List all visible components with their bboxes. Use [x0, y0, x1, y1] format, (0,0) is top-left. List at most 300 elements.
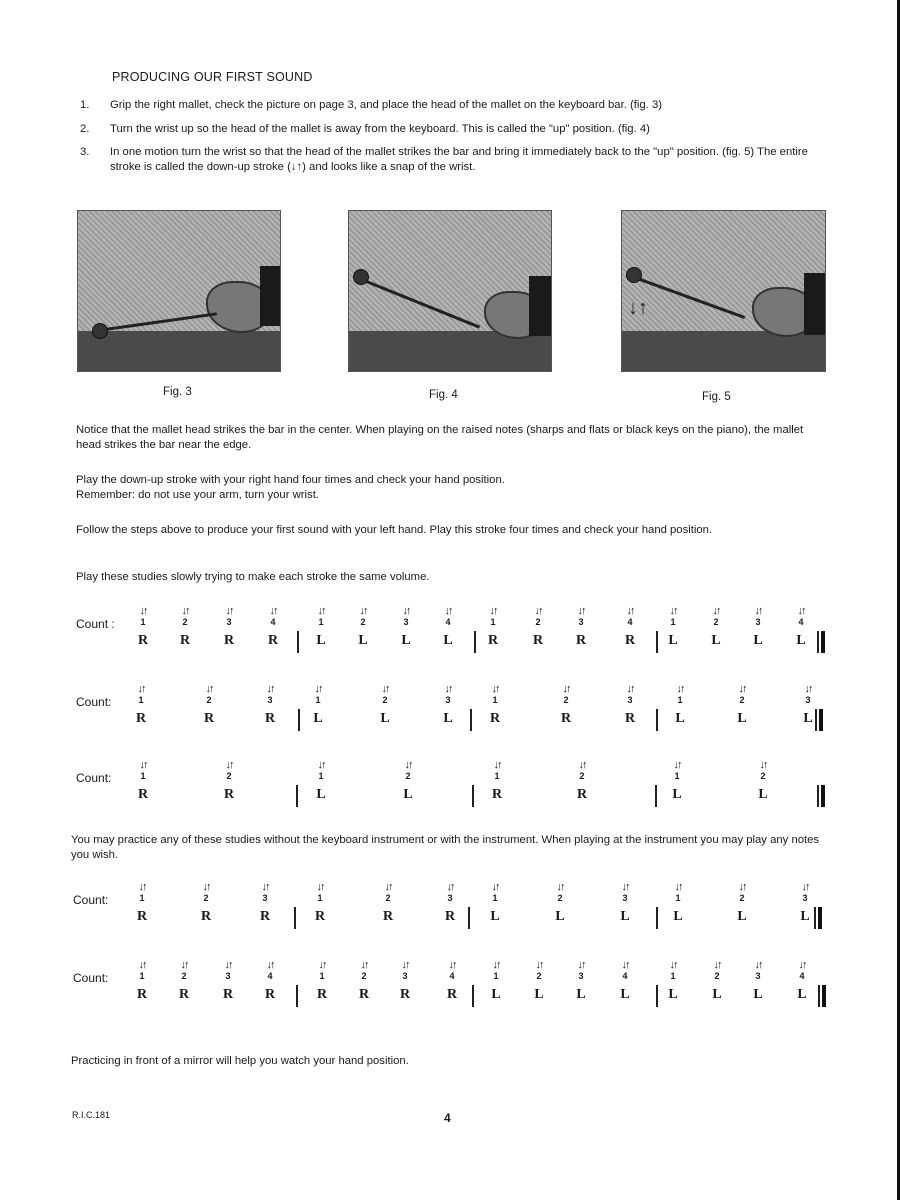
hand-letter: L — [737, 909, 747, 924]
down-up-stroke-icon: ↓↑ — [448, 959, 456, 971]
figure-4-caption: Fig. 4 — [429, 389, 458, 401]
down-up-stroke-icon: ↓↑ — [534, 605, 542, 617]
step-2 — [80, 122, 840, 137]
down-up-stroke-icon: ↓↑ — [224, 959, 232, 971]
stroke-beat — [661, 605, 685, 650]
bar-line — [472, 785, 474, 807]
down-up-stroke-icon: ↓↑ — [738, 683, 746, 695]
beat-count: 1 — [677, 695, 683, 705]
beat-count: 4 — [445, 617, 451, 627]
beat-count: 2 — [405, 771, 411, 781]
beat-count: 1 — [140, 617, 146, 627]
hand-letter: R — [137, 787, 149, 802]
bar-line — [298, 709, 300, 731]
down-up-stroke-icon: ↓↑ — [491, 881, 499, 893]
down-up-stroke-icon: ↓↑ — [759, 759, 767, 771]
stroke-beat — [197, 683, 221, 728]
hand-letter: R — [624, 633, 636, 648]
down-up-stroke-icon: ↓↑ — [626, 605, 634, 617]
down-up-stroke-icon: ↓↑ — [626, 683, 634, 695]
beat-count: 1 — [315, 695, 321, 705]
hand-letter: L — [803, 711, 813, 726]
hand-letter: L — [534, 987, 544, 1002]
paragraph-practice — [71, 833, 823, 863]
hand-letter: L — [576, 987, 586, 1002]
beat-count: 3 — [755, 617, 761, 627]
bar-line — [297, 631, 299, 653]
stroke-beat — [668, 683, 692, 728]
beat-count: 2 — [713, 617, 719, 627]
down-up-stroke-icon: ↓↑ — [138, 959, 146, 971]
hand-letter: L — [443, 633, 453, 648]
bar-line — [468, 907, 470, 929]
down-up-stroke-icon: ↓↑ — [754, 959, 762, 971]
down-up-stroke-icon: ↓↑ — [180, 959, 188, 971]
beat-count: 4 — [799, 971, 805, 981]
down-up-stroke-icon: ↓↑ — [314, 683, 322, 695]
beat-count: 2 — [385, 893, 391, 903]
stroke-beat — [217, 759, 241, 804]
beat-count: 1 — [319, 971, 325, 981]
hand-letter: R — [267, 633, 279, 648]
hand-letter: R — [135, 711, 147, 726]
hand-letter: R — [178, 987, 190, 1002]
stroke-beat — [613, 959, 637, 1004]
down-up-stroke-icon: ↓↑ — [266, 683, 274, 695]
beat-count: 1 — [493, 971, 499, 981]
figure-3-photo — [77, 210, 281, 372]
figure-5-photo — [621, 210, 826, 372]
stroke-beat — [373, 683, 397, 728]
stroke-beat — [618, 605, 642, 650]
down-up-stroke-icon: ↓↑ — [621, 881, 629, 893]
page-number: 4 — [444, 1111, 451, 1125]
stroke-beat — [130, 959, 154, 1004]
down-up-stroke-icon: ↓↑ — [138, 881, 146, 893]
count-label: Count: — [73, 893, 109, 907]
paragraph-line: Remember: do not use your arm, turn your wrist. — [76, 489, 319, 501]
beat-count: 2 — [206, 695, 212, 705]
beat-count: 4 — [627, 617, 633, 627]
hand-letter: L — [668, 987, 678, 1002]
hand-letter: R — [487, 633, 499, 648]
hand-letter: R — [200, 909, 212, 924]
hand-letter: R — [382, 909, 394, 924]
beat-count: 2 — [535, 617, 541, 627]
hand-letter: L — [672, 787, 682, 802]
down-up-stroke-icon: ↓↑ — [621, 959, 629, 971]
beat-count: 4 — [270, 617, 276, 627]
footer-code: R.I.C.181 — [72, 1110, 111, 1120]
hand-letter: R — [222, 987, 234, 1002]
beat-count: 3 — [622, 893, 628, 903]
stroke-beat — [352, 959, 376, 1004]
stroke-beat — [751, 759, 775, 804]
down-up-stroke-icon: ↓↑ — [535, 959, 543, 971]
paragraph-text: Notice that the mallet head strikes the bar in the center. When playing on the raised notes (sharps and flats or black keys on the piano), the mallet head strikes the bar near the edge. — [76, 424, 804, 451]
paragraph-mirror — [71, 1054, 823, 1069]
hand-letter: R — [264, 711, 276, 726]
beat-count: 2 — [557, 893, 563, 903]
hand-letter: L — [490, 909, 500, 924]
down-up-stroke-icon: ↓↑ — [797, 605, 805, 617]
stroke-beat — [705, 959, 729, 1004]
stroke-beat — [393, 959, 417, 1004]
stroke-beat — [730, 881, 754, 926]
bar-line — [656, 709, 658, 731]
down-up-stroke-icon: ↓↑ — [404, 759, 412, 771]
stroke-beat — [485, 759, 509, 804]
down-up-stroke-icon: ↓↑ — [577, 959, 585, 971]
down-up-stroke-icon: ↓↑ — [139, 759, 147, 771]
down-up-stroke-icon: ↓↑ — [225, 759, 233, 771]
stroke-beat — [216, 959, 240, 1004]
stroke-beat — [483, 881, 507, 926]
bar-line — [470, 709, 472, 731]
stroke-beat — [746, 605, 770, 650]
figure-5-caption: Fig. 5 — [702, 391, 731, 403]
stroke-beat — [131, 759, 155, 804]
hand-letter: R — [444, 909, 456, 924]
bar-line — [656, 631, 658, 653]
paragraph-text: Play these studies slowly trying to make each stroke the same volume. — [76, 571, 430, 583]
stroke-beat — [569, 605, 593, 650]
beat-count: 2 — [739, 893, 745, 903]
down-up-stroke-icon: ↓↑ — [137, 683, 145, 695]
down-up-stroke-icon: ↓↑ — [738, 881, 746, 893]
hand-letter: R — [264, 987, 276, 1002]
figure-4-photo — [348, 210, 552, 372]
beat-count: 2 — [182, 617, 188, 627]
stroke-beat — [569, 959, 593, 1004]
stroke-beat — [484, 959, 508, 1004]
stroke-beat — [217, 605, 241, 650]
stroke-beat — [194, 881, 218, 926]
beat-count: 3 — [802, 893, 808, 903]
down-up-stroke-icon: ↓↑ — [269, 605, 277, 617]
beat-count: 1 — [670, 971, 676, 981]
down-up-stroke-icon: ↓↑ — [181, 605, 189, 617]
hand-letter: R — [575, 633, 587, 648]
hand-letter: R — [223, 787, 235, 802]
beat-count: 4 — [449, 971, 455, 981]
hand-letter: L — [675, 711, 685, 726]
beat-count: 4 — [798, 617, 804, 627]
hand-letter: L — [737, 711, 747, 726]
bar-line — [656, 907, 658, 929]
hand-letter: L — [403, 787, 413, 802]
hand-letter: L — [712, 987, 722, 1002]
beat-count: 3 — [578, 971, 584, 981]
down-up-stroke-icon: ↓↑ — [444, 605, 452, 617]
count-label: Count : — [76, 617, 115, 631]
step-1 — [80, 98, 840, 113]
beat-count: 3 — [805, 695, 811, 705]
hand-letter: L — [443, 711, 453, 726]
stroke-beat — [130, 881, 154, 926]
down-up-stroke-icon: ↓↑ — [712, 605, 720, 617]
stroke-beat — [310, 959, 334, 1004]
stroke-beat — [527, 959, 551, 1004]
step-number: 2. — [80, 123, 90, 135]
beat-count: 2 — [714, 971, 720, 981]
stroke-beat — [789, 605, 813, 650]
down-up-stroke-icon: ↓↑ — [381, 683, 389, 695]
stroke-beat — [309, 759, 333, 804]
beat-count: 1 — [494, 771, 500, 781]
down-up-stroke-icon: ↓↑ — [202, 881, 210, 893]
stroke-beat — [258, 683, 282, 728]
stroke-beat — [351, 605, 375, 650]
down-up-stroke-icon: ↓↑ — [578, 759, 586, 771]
stroke-beat — [661, 959, 685, 1004]
down-up-stroke-icon: ↓↑ — [669, 959, 677, 971]
down-up-stroke-icon: ↓↑ — [446, 881, 454, 893]
stroke-beat — [665, 759, 689, 804]
beat-count: 1 — [675, 893, 681, 903]
count-label: Count: — [76, 695, 112, 709]
beat-count: 1 — [139, 971, 145, 981]
paragraph-text: Follow the steps above to produce your first sound with your left hand. Play this stroke four times and check your hand position. — [76, 524, 713, 536]
stroke-beat — [554, 683, 578, 728]
beat-count: 3 — [402, 971, 408, 981]
hand-letter: L — [711, 633, 721, 648]
beat-count: 2 — [739, 695, 745, 705]
hand-letter: R — [399, 987, 411, 1002]
hand-letter: R — [314, 909, 326, 924]
down-up-stroke-icon: ↓↑ — [804, 683, 812, 695]
beat-count: 1 — [140, 771, 146, 781]
hand-letter: R — [576, 787, 588, 802]
hand-letter: R — [316, 987, 328, 1002]
beat-count: 3 — [627, 695, 633, 705]
down-up-stroke-icon: ↓↑ — [489, 605, 497, 617]
beat-count: 2 — [536, 971, 542, 981]
beat-count: 1 — [492, 695, 498, 705]
stroke-beat — [394, 605, 418, 650]
down-up-stroke-icon: ↓↑ — [261, 881, 269, 893]
beat-count: 3 — [225, 971, 231, 981]
beat-count: 3 — [755, 971, 761, 981]
down-up-stroke-icon: ↓↑ — [577, 605, 585, 617]
beat-count: 2 — [382, 695, 388, 705]
hand-letter: R — [203, 711, 215, 726]
down-up-stroke-icon: ↓↑ — [669, 605, 677, 617]
beat-count: 2 — [360, 617, 366, 627]
hand-letter: R — [532, 633, 544, 648]
hand-letter: R — [179, 633, 191, 648]
stroke-beat — [746, 959, 770, 1004]
down-up-stroke-icon: ↓↑ — [562, 683, 570, 695]
down-up-stroke-icon: ↓↑ — [402, 605, 410, 617]
hand-letter: L — [401, 633, 411, 648]
hand-letter: R — [560, 711, 572, 726]
section-title: PRODUCING OUR FIRST SOUND — [112, 70, 313, 84]
hand-letter: L — [668, 633, 678, 648]
beat-count: 3 — [578, 617, 584, 627]
step-number: 3. — [80, 146, 90, 158]
hand-letter: L — [753, 633, 763, 648]
beat-count: 3 — [403, 617, 409, 627]
down-up-stroke-icon: ↓↑ — [205, 683, 213, 695]
hand-letter: L — [316, 787, 326, 802]
stroke-beat — [172, 959, 196, 1004]
down-up-stroke-icon: ↓↑ — [384, 881, 392, 893]
hand-letter: L — [491, 987, 501, 1002]
hand-letter: R — [136, 909, 148, 924]
figure-3-caption: Fig. 3 — [163, 386, 192, 398]
beat-count: 1 — [490, 617, 496, 627]
stroke-beat — [436, 605, 460, 650]
hand-letter: L — [797, 987, 807, 1002]
bar-line — [296, 785, 298, 807]
beat-count: 3 — [447, 893, 453, 903]
down-up-stroke-icon: ↓↑ — [491, 683, 499, 695]
bar-line — [655, 785, 657, 807]
stroke-beat — [396, 759, 420, 804]
stroke-beat — [570, 759, 594, 804]
down-up-stroke-icon: ↓↑ — [401, 959, 409, 971]
beat-count: 1 — [317, 893, 323, 903]
down-up-stroke-icon: ↓↑ — [754, 605, 762, 617]
hand-letter: R — [223, 633, 235, 648]
stroke-beat — [173, 605, 197, 650]
paragraph-studies-intro — [76, 570, 828, 585]
hand-letter: R — [446, 987, 458, 1002]
beat-count: 3 — [226, 617, 232, 627]
stroke-beat — [308, 881, 332, 926]
hand-letter: L — [673, 909, 683, 924]
beat-count: 1 — [139, 893, 145, 903]
hand-letter: R — [137, 633, 149, 648]
stroke-beat — [526, 605, 550, 650]
stroke-beat — [253, 881, 277, 926]
down-up-stroke-icon: ↓↑ — [225, 605, 233, 617]
paragraph-text: You may practice any of these studies without the keyboard instrument or with the instrument. When playing at the instrument you may play any notes you wish. — [71, 834, 820, 861]
down-up-stroke-icon: ↓↑ — [359, 605, 367, 617]
stroke-beat — [306, 683, 330, 728]
hand-letter: R — [358, 987, 370, 1002]
stroke-beat — [376, 881, 400, 926]
step-text: Grip the right mallet, check the picture on page 3, and place the head of the mallet on the keyboard bar. (fig. 3) — [110, 99, 662, 111]
paragraph-left-hand — [76, 523, 828, 538]
step-number: 1. — [80, 99, 90, 111]
beat-count: 2 — [181, 971, 187, 981]
down-up-stroke-icon: ↓↑ — [801, 881, 809, 893]
stroke-beat — [730, 683, 754, 728]
beat-count: 1 — [318, 617, 324, 627]
step-text: In one motion turn the wrist so that the head of the mallet strikes the bar and bring it immediately back to the "up" position. (fig. 5) The entire stroke is called the down-up stroke (↓↑) and looks like a snap of the wrist. — [110, 146, 808, 173]
hand-letter: L — [358, 633, 368, 648]
beat-count: 4 — [267, 971, 273, 981]
hand-letter: L — [313, 711, 323, 726]
stroke-beat — [613, 881, 637, 926]
down-up-stroke-icon: ↓↑ — [713, 959, 721, 971]
stroke-beat — [790, 959, 814, 1004]
stroke-beat — [618, 683, 642, 728]
bar-line — [656, 985, 658, 1007]
stroke-beat — [483, 683, 507, 728]
step-text: Turn the wrist up so the head of the mallet is away from the keyboard. This is called the "up" position. (fig. 4) — [110, 123, 650, 135]
count-label: Count: — [76, 771, 112, 785]
hand-letter: L — [620, 987, 630, 1002]
down-up-arrows-icon: ↓↑ — [628, 297, 648, 319]
down-up-stroke-icon: ↓↑ — [674, 881, 682, 893]
down-up-stroke-icon: ↓↑ — [360, 959, 368, 971]
count-label: Count: — [73, 971, 109, 985]
stroke-beat — [440, 959, 464, 1004]
down-up-stroke-icon: ↓↑ — [317, 605, 325, 617]
down-up-stroke-icon: ↓↑ — [444, 683, 452, 695]
down-up-stroke-icon: ↓↑ — [316, 881, 324, 893]
stroke-beat — [309, 605, 333, 650]
beat-count: 4 — [622, 971, 628, 981]
stroke-beat — [129, 683, 153, 728]
beat-count: 1 — [670, 617, 676, 627]
beat-count: 2 — [203, 893, 209, 903]
stroke-beat — [131, 605, 155, 650]
down-up-stroke-icon: ↓↑ — [317, 759, 325, 771]
beat-count: 2 — [563, 695, 569, 705]
paragraph-right-hand — [76, 473, 828, 503]
beat-count: 1 — [674, 771, 680, 781]
beat-count: 2 — [760, 771, 766, 781]
hand-letter: R — [624, 711, 636, 726]
bar-line — [296, 985, 298, 1007]
beat-count: 3 — [267, 695, 273, 705]
hand-letter: L — [620, 909, 630, 924]
down-up-stroke-icon: ↓↑ — [676, 683, 684, 695]
beat-count: 2 — [579, 771, 585, 781]
beat-count: 3 — [445, 695, 451, 705]
down-up-stroke-icon: ↓↑ — [266, 959, 274, 971]
down-up-stroke-icon: ↓↑ — [556, 881, 564, 893]
hand-letter: L — [555, 909, 565, 924]
beat-count: 2 — [361, 971, 367, 981]
hand-letter: R — [489, 711, 501, 726]
paragraph-line: Play the down-up stroke with your right hand four times and check your hand position. — [76, 474, 505, 486]
hand-letter: L — [800, 909, 810, 924]
step-3 — [80, 145, 840, 175]
stroke-beat — [481, 605, 505, 650]
down-up-stroke-icon: ↓↑ — [492, 959, 500, 971]
hand-letter: L — [316, 633, 326, 648]
hand-letter: L — [753, 987, 763, 1002]
down-up-stroke-icon: ↓↑ — [798, 959, 806, 971]
down-up-stroke-icon: ↓↑ — [139, 605, 147, 617]
beat-count: 1 — [318, 771, 324, 781]
down-up-stroke-icon: ↓↑ — [493, 759, 501, 771]
stroke-beat — [666, 881, 690, 926]
stroke-beat — [548, 881, 572, 926]
hand-letter: L — [796, 633, 806, 648]
stroke-beat — [436, 683, 460, 728]
down-up-stroke-icon: ↓↑ — [673, 759, 681, 771]
paragraph-text: Practicing in front of a mirror will help you watch your hand position. — [71, 1055, 409, 1067]
bar-line — [294, 907, 296, 929]
hand-letter: L — [758, 787, 768, 802]
hand-letter: R — [136, 987, 148, 1002]
beat-count: 2 — [226, 771, 232, 781]
hand-letter: L — [380, 711, 390, 726]
stroke-beat — [261, 605, 285, 650]
hand-letter: R — [259, 909, 271, 924]
beat-count: 1 — [138, 695, 144, 705]
hand-letter: R — [491, 787, 503, 802]
down-up-stroke-icon: ↓↑ — [318, 959, 326, 971]
bar-line — [472, 985, 474, 1007]
paragraph-mallet-center — [76, 423, 828, 453]
